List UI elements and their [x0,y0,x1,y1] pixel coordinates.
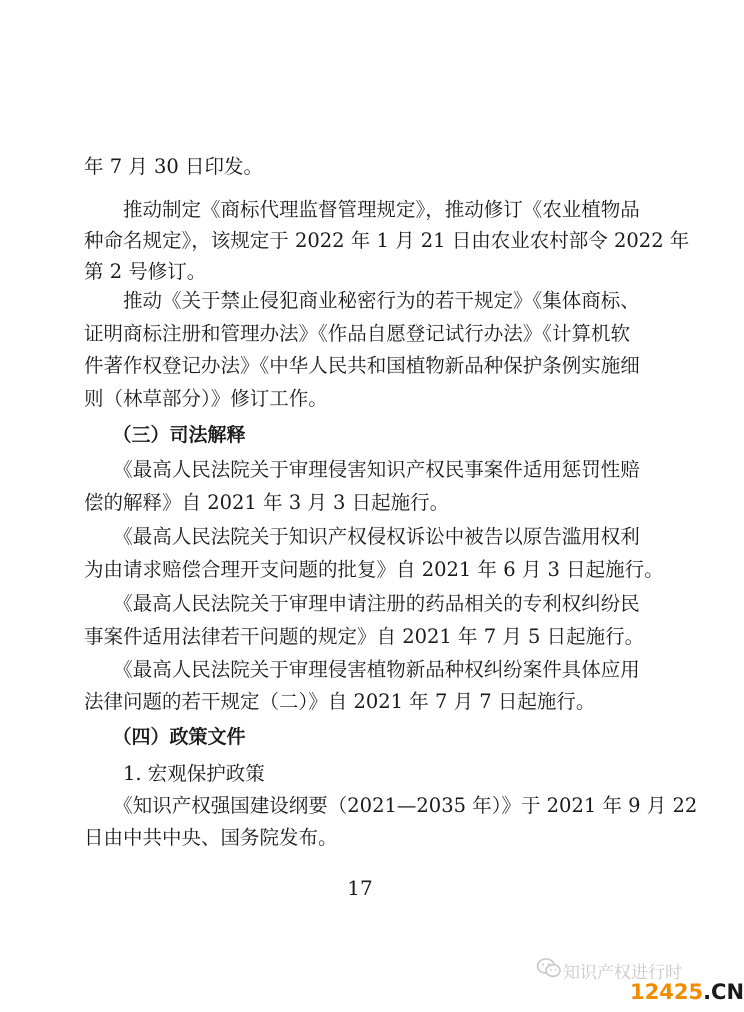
text-line: 种命名规定》，该规定于 2022 年 1 月 21 日由农业农村部令 2022 年 [84,229,690,252]
watermark-account: 知识产权进行时 [563,963,682,983]
text-line: 《最高人民法院关于审理侵害植物新品种权纠纷案件具体应用 [84,658,640,681]
text-line: 《最高人民法院关于知识产权侵权诉讼中被告以原告滥用权利 [84,525,640,548]
text-line: 偿的解释》自 2021 年 3 月 3 日起施行。 [84,491,450,514]
section-heading: （四）政策文件 [84,726,246,748]
subheading: 1. 宏观保护政策 [84,762,265,785]
site-suffix: .CN [703,980,744,1004]
site-number: 12425 [630,980,704,1004]
section-heading: （三）司法解释 [84,424,246,446]
text-line: 《最高人民法院关于审理侵害知识产权民事案件适用惩罚性赔 [84,458,640,481]
text-line: 日由中共中央、国务院发布。 [84,826,338,849]
text-line: 《知识产权强国建设纲要（2021—2035 年）》于 2021 年 9 月 22 [84,794,698,817]
text-line: 为由请求赔偿合理开支问题的批复》自 2021 年 6 月 3 日起施行。 [84,558,664,581]
text-line: 年 7 月 30 日印发。 [84,155,264,178]
page-number: 17 [347,876,373,900]
text-line: 则（林草部分）》修订工作。 [84,387,328,410]
text-line: 件著作权登记办法》《中华人民共和国植物新品种保护条例实施细 [84,354,640,377]
text-line: 《最高人民法院关于审理申请注册的药品相关的专利权纠纷民 [84,592,640,615]
text-line: 法律问题的若干规定（二）》自 2021 年 7 月 7 日起施行。 [84,690,596,713]
text-line: 推动《关于禁止侵犯商业秘密行为的若干规定》《集体商标、 [84,289,640,312]
text-line: 证明商标注册和管理办法》《作品自愿登记试行办法》《计算机软 [84,322,631,345]
wechat-icon [536,957,562,979]
text-line: 第 2 号修订。 [84,260,207,283]
text-line: 事案件适用法律若干问题的规定》自 2021 年 7 月 5 日起施行。 [84,625,645,648]
text-line: 推动制定《商标代理监督管理规定》，推动修订《农业植物品 [84,198,640,221]
site-logo[interactable] [630,980,744,1004]
